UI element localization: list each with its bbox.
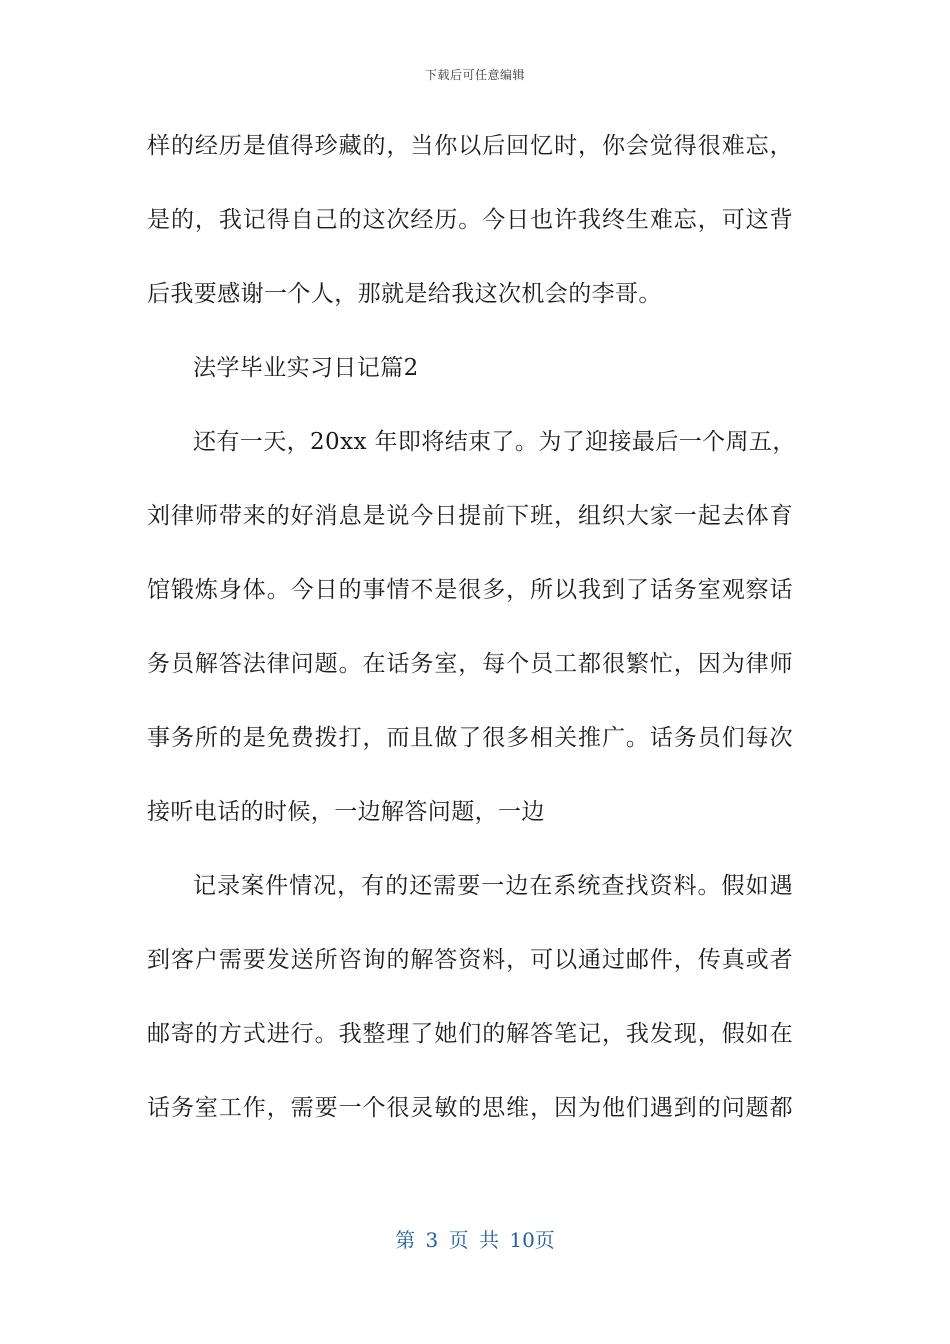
paragraph-line: 接听电话的时候，一边解答问题，一边 bbox=[147, 799, 545, 825]
paragraph-line: 记录案件情况，有的还需要一边在系统查找资料。假如遇 bbox=[193, 873, 793, 899]
paragraph-line: 邮寄的方式进行。我整理了她们的解答笔记，我发现，假如在 bbox=[147, 1021, 793, 1047]
header-note: 下载后可任意编辑 bbox=[424, 68, 525, 82]
document-body bbox=[147, 122, 796, 1158]
paragraph-line: 话务室工作，需要一个很灵敏的思维，因为他们遇到的问题都 bbox=[147, 1095, 793, 1121]
paragraph-line: 到客户需要发送所咨询的解答资料，可以通过邮件，传真或者 bbox=[147, 947, 793, 973]
paragraph-line: 还有一天，20xx 年即将结束了。为了迎接最后一个周五， bbox=[193, 429, 796, 455]
paragraph-line: 刘律师带来的好消息是说今日提前下班，组织大家一起去体育 bbox=[147, 503, 793, 529]
paragraph-line: 事务所的是免费拨打，而且做了很多相关推广。话务员们每次 bbox=[147, 725, 793, 751]
paragraph-line: 馆锻炼身体。今日的事情不是很多，所以我到了话务室观察话 bbox=[147, 577, 793, 603]
paragraph-line: 后我要感谢一个人，那就是给我这次机会的李哥。 bbox=[147, 281, 662, 307]
page-number-footer: 第 3 页 共 10页 bbox=[395, 1228, 555, 1252]
paragraph-line: 样的经历是值得珍藏的，当你以后回忆时，你会觉得很难忘， bbox=[147, 133, 793, 159]
paragraph-line: 务员解答法律问题。在话务室，每个员工都很繁忙，因为律师 bbox=[147, 651, 793, 677]
section-heading: 法学毕业实习日记篇2 bbox=[193, 355, 419, 381]
paragraph-line: 是的，我记得自己的这次经历。今日也许我终生难忘，可这背 bbox=[147, 207, 793, 233]
